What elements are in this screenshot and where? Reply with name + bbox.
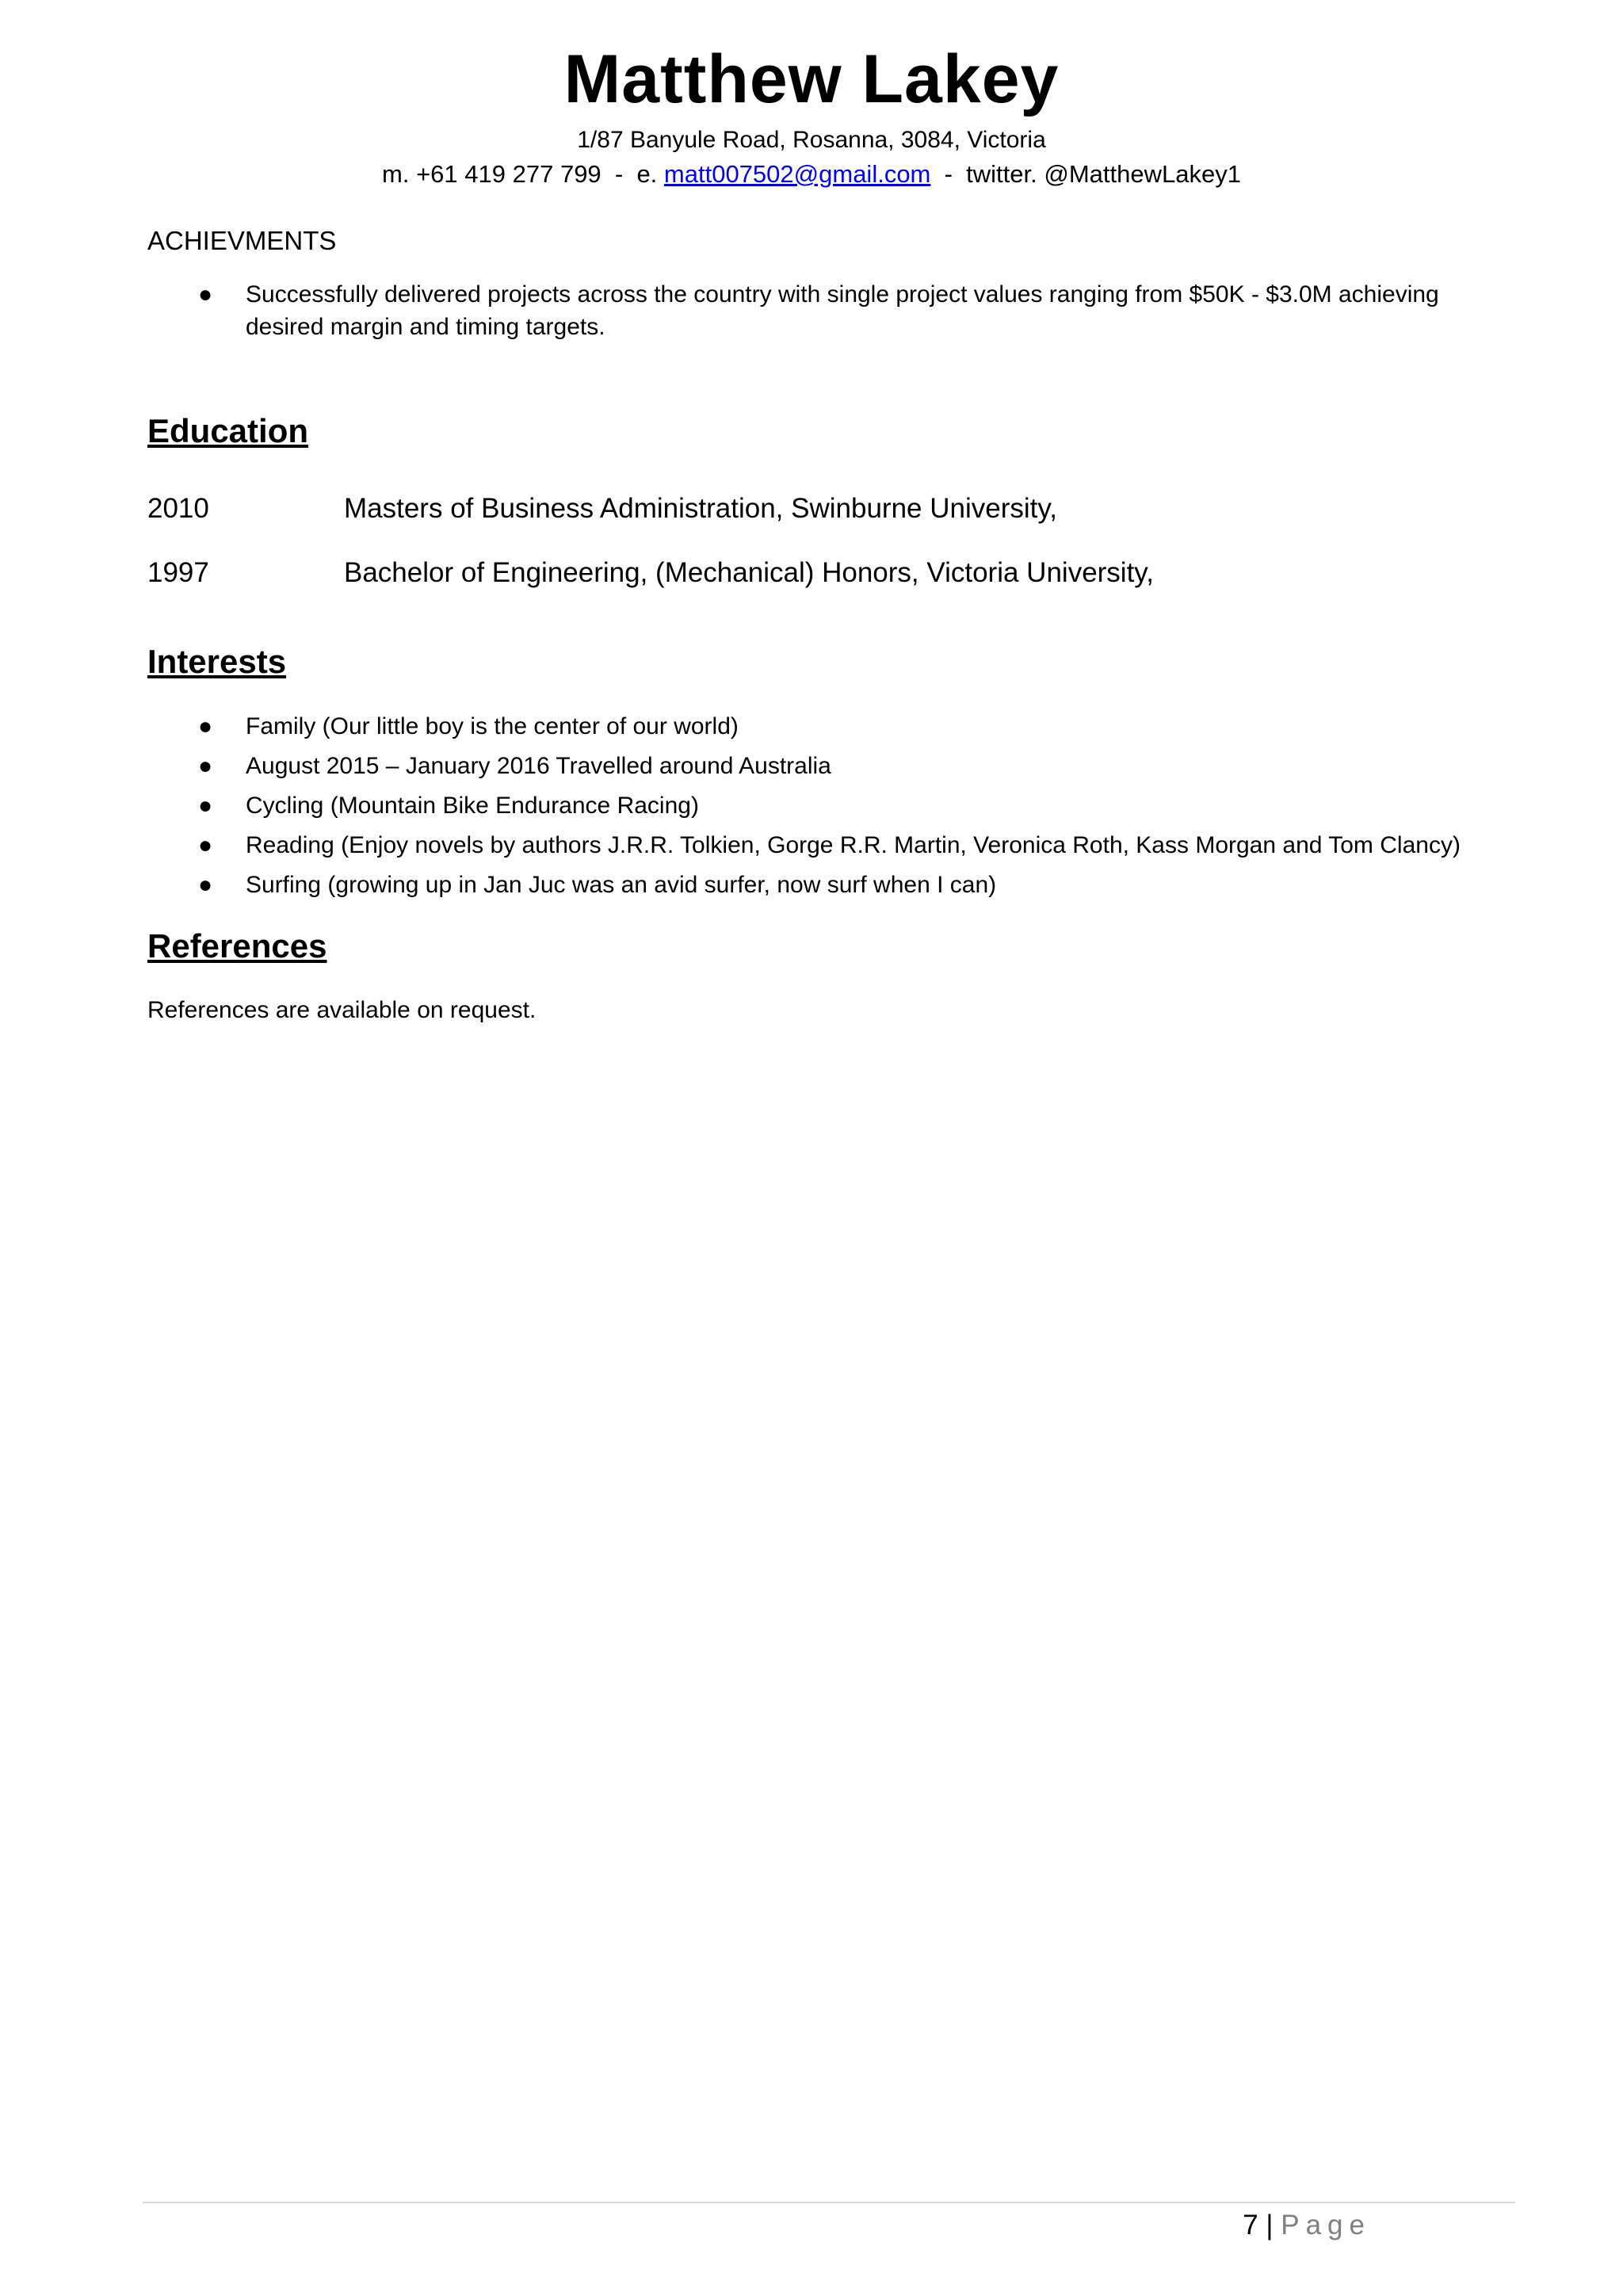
list-item: ● Family (Our little boy is the center of our world) bbox=[147, 710, 1510, 743]
footer-divider bbox=[143, 2202, 1515, 2203]
education-year: 1997 bbox=[147, 557, 209, 588]
achievements-list bbox=[147, 278, 1510, 350]
list-item: ● Reading (Enjoy novels by authors J.R.R. Tolkien, Gorge R.R. Martin, Veronica Roth, Kass Morgan and Tom Clancy) bbox=[147, 829, 1510, 861]
phone-text: m. +61 419 277 799 - e. bbox=[382, 160, 664, 188]
list-item: ● Cycling (Mountain Bike Endurance Racing) bbox=[147, 789, 1510, 822]
candidate-name: Matthew Lakey bbox=[563, 41, 1060, 117]
education-detail: Masters of Business Administration, Swinburne University, bbox=[344, 493, 1057, 524]
list-item: ● Surfing (growing up in Jan Juc was an avid surfer, now surf when I can) bbox=[147, 869, 1510, 901]
education-detail: Bachelor of Engineering, (Mechanical) Honors, Victoria University, bbox=[344, 557, 1154, 588]
list-item: ● Successfully delivered projects across the country with single project values ranging from $50K - $3.0M achieving desired margin and timing targets. bbox=[147, 278, 1510, 343]
education-heading: Education bbox=[147, 412, 309, 449]
bullet-icon: ● bbox=[198, 753, 213, 779]
interests-heading: Interests bbox=[147, 643, 287, 680]
bullet-icon: ● bbox=[198, 793, 213, 819]
candidate-address: 1/87 Banyule Road, Rosanna, 3084, Victoria bbox=[577, 127, 1046, 153]
references-heading: References bbox=[147, 927, 327, 965]
achievements-label: ACHIEVMENTS bbox=[147, 226, 337, 255]
email-link[interactable]: matt007502@gmail.com bbox=[663, 160, 931, 188]
bullet-icon: ● bbox=[198, 713, 213, 739]
page-footer bbox=[1243, 2208, 1371, 2243]
education-row bbox=[147, 491, 1495, 526]
bullet-icon: ● bbox=[198, 832, 213, 858]
bullet-icon: ● bbox=[198, 872, 213, 898]
contact-line bbox=[0, 159, 1623, 190]
page-number: 7 bbox=[1243, 2210, 1258, 2241]
twitter-text: - twitter. @MatthewLakey1 bbox=[930, 160, 1241, 188]
interests-list bbox=[147, 710, 1510, 908]
bullet-icon: ● bbox=[198, 281, 213, 308]
education-year: 2010 bbox=[147, 493, 209, 524]
list-item: ● August 2015 – January 2016 Travelled around Australia bbox=[147, 750, 1510, 782]
footer-separator: | bbox=[1258, 2210, 1281, 2241]
page-word: Page bbox=[1281, 2210, 1371, 2241]
education-row bbox=[147, 556, 1495, 590]
references-text: References are available on request. bbox=[147, 997, 537, 1023]
